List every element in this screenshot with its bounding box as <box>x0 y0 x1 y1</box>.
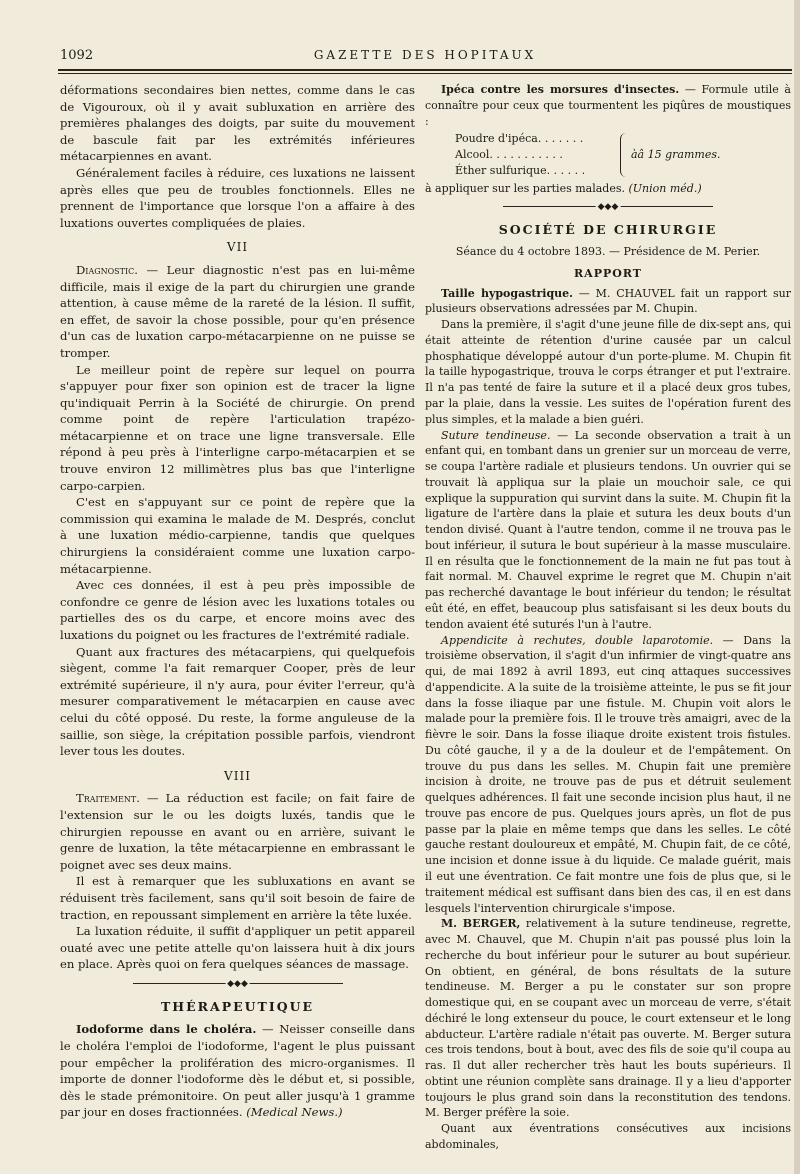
header-rule <box>58 69 792 71</box>
paragraph-text: relativement à la suture tendineuse, regrette, avec M. Chauvel, que M. Chupin n'ait pas poussé plus loin la recherche du bout inférieur pour le suturer au bout supérieur. On obtient, en général, de bons résultats de la suture tendineuse. M. Berger a pu le constater sur son propre domestique qui, en se coupant avec un morceau de verre, s'était déchiré le long extenseur du pouce, le court extenseur et le long abducteur. L'artère radiale n'était pas ouverte. M. Berger sutura ces trois tendons, bout à bout, avec des fils de soie qu'il coupa au ras. Il dut aller rechercher très haut les bouts supérieurs. Il obtint une réunion complète sans drainage. Il y a lieu d'apporter toujours le plus grand soin dans la reconstitution des tendons. M. Berger préfère la soie. <box>425 917 791 1120</box>
paragraph <box>60 1021 415 1121</box>
right-column <box>425 82 791 1153</box>
formula-quantity: àâ 15 grammes. <box>631 148 721 162</box>
paragraph: Avec ces données, il est à peu près impossible de confondre ce genre de lésion avec les luxations totales ou partielles des os du carpe, et encore moins avec des luxations du poignet ou les fractures de l'extrémité radiale. <box>60 578 415 642</box>
run-in-heading: Taille hypogastrique. <box>441 286 573 300</box>
formula-line: Alcool. . . . . . . . . . . <box>455 148 563 162</box>
paragraph: Quant aux fractures des métacarpiens, qui quelquefois siègent, comme l'a fait remarquer Cooper, près de leur extrémité supérieure, il n'y aura, pour éviter l'erreur, qu'à mesurer comparativement le métacarpien en cause avec celui du côté opposé. Du reste, la forme anguleuse de la saillie, son siège, la crépitation possible parfois, viendront lever tous les doutes. <box>60 644 415 759</box>
paragraph <box>425 82 791 129</box>
source-citation: (Medical News.) <box>246 1105 343 1120</box>
paragraph <box>60 262 415 362</box>
paragraph-text: — La réduction est facile; on fait faire de l'extension sur le ou les doigts luxés, tandis que le chirurgien repousse en avant ou en arrière, suivant le genre de luxation, la tête métacarpienne en embrassant le poignet avec ses deux mains. <box>60 791 415 872</box>
page-header <box>60 44 790 70</box>
paragraph: La luxation réduite, il suffit d'appliquer un petit appareil ouaté avec une petite attelle qu'on laissera huit à dix jours en place. Après quoi on fera quelques séances de massage. <box>60 924 415 972</box>
paragraph: Il est à remarquer que les subluxations en avant se réduisent très facilement, sans qu'il soit besoin de faire de traction, en repoussant simplement en arrière la tête luxée. <box>60 874 415 922</box>
session-line: Séance du 4 octobre 1893. — Présidence de M. Perier. <box>455 245 761 259</box>
section-heading: SOCIÉTÉ DE CHIRURGIE <box>498 222 718 238</box>
paragraph-text: — M. CHAUVEL fait un rapport sur plusieurs observations adressées par M. Chupin. <box>425 286 791 316</box>
run-in-heading: Diagnostic. <box>76 262 138 277</box>
paragraph-text: — Leur diagnostic n'est pas en lui-même difficile, mais il exige de la part du chirurgien une grande attention, à cause même de la rareté de la lésion. Il suffit, en effet, de savoir la chose possible, pour qu'en présence d'un cas de luxation carpo-métacarpienne on ne puisse se tromper. <box>60 262 415 360</box>
formula-line: Poudre d'ipéca. . . . . . . <box>455 132 584 146</box>
subheading: RAPPORT <box>574 266 642 280</box>
brace-icon <box>620 133 627 177</box>
paragraph: C'est en s'appuyant sur ce point de repère que la commission qui examina le malade de M. Després, conclut à une luxation médio-carpienne, tandis que quelques chirurgiens la considéraient comme une luxation carpo-métacarpienne. <box>60 495 415 576</box>
run-in-heading: Appendicite à rechutes, double laparotomie. <box>441 633 714 647</box>
paragraph <box>425 916 791 1121</box>
paragraph: déformations secondaires bien nettes, comme dans le cas de Vigouroux, où il y avait subluxation en arrière des premières phalanges des doigts, par suite du mouvement de bascule fait par les extrémités inférieures métacarpiennes en avant. <box>60 83 415 164</box>
paragraph <box>425 428 791 633</box>
run-in-heading: Iodoforme dans le choléra. <box>76 1022 257 1037</box>
page-edge <box>794 0 800 1174</box>
ornament-icon: ◆◆◆ <box>227 978 248 989</box>
paragraph-text: — Neisser conseille dans le choléra l'emploi de l'iodoforme, l'agent le plus puissant pour empêcher la prolifération des micro-organismes. Il importe de donner l'iodoforme dès le début et, si possible, dès le stade prémonitoire. On peut aller jusqu'à 1 gramme par jour en doses fractionnées. <box>60 1022 415 1120</box>
journal-title: GAZETTE DES HOPITAUX <box>313 48 537 62</box>
paragraph: Quant aux éventrations consécutives aux incisions abdominales, <box>425 1122 791 1151</box>
paragraph <box>425 181 791 197</box>
section-number: VIII <box>224 768 251 783</box>
paragraph-text: à appliquer sur les parties malades. <box>425 181 629 195</box>
ornament-separator <box>133 979 343 989</box>
formula-line: Éther sulfurique. . . . . . <box>455 163 586 177</box>
ornament-separator <box>503 202 713 212</box>
page-number: 1092 <box>60 48 94 63</box>
paragraph-text: — La seconde observation a trait à un enfant qui, en tombant dans un grenier sur un morceau de verre, se coupa l'artère radiale et plusieurs tendons. Un ouvrier qui se trouvait là appliqua sur la plaie un mouchoir sale, ce qui explique la suppuration qui survint dans la suite. M. Chupin fit la ligature de l'artère dans la plaie et sutura les deux bouts d'un tendon divisé. Quant à l'autre tendon, comme il ne trouva pas le bout inférieur, il sutura le bout supérieur à la masse musculaire. Il en résulta que le fonctionnement de la main ne fut pas tout à fait normal. M. Chauvel exprime le regret que M. Chupin n'ait pas recherché davantage le bout inférieur du tendon; le résultat eût été, en effet, beaucoup plus satisfaisant si les deux bouts du tendon avaient été suturés l'un à l'autre. <box>425 428 791 631</box>
section-heading: THÉRAPEUTIQUE <box>160 998 315 1014</box>
paragraph <box>425 286 791 318</box>
left-column <box>60 82 415 1121</box>
paragraph-text: — Dans la troisième observation, il s'agit d'un infirmier de vingt-quatre ans qui, de mai 1892 à avril 1893, eut cinq attaques successives d'appendicite. A la suite de la troisième atteinte, le pus se fit jour dans la fosse iliaque par une fistule. M. Chupin voit alors le malade pour la première fois. Il le trouve très amaigri, avec de la fièvre le soir. Dans la fosse iliaque droite existent trois fistules. Du côté gauche, il y a de la douleur et de l'empâtement. On trouve du pus dans les selles. M. Chupin fait une première incision à droite, ne trouve pas de pus et détruit seulement quelques adhérences. Il fait une seconde incision plus haut, il ne trouve pas encore de pus. Quelques jours après, un flot de pus passe par la plaie en même temps que dans les selles. Le côté gauche restant douloureux et empâté, M. Chupin fait, de ce côté, une incision et donne issue à du liquide. Ce malade guérit, mais il eut une éventration. Ce fait montre une fois de plus que, si le traitement médical est suffisant dans bien des cas, il en est dans lesquels l'intervention chirurgicale s'impose. <box>425 633 791 915</box>
paragraph <box>60 790 415 873</box>
paragraph-text: — Formule utile à connaître pour ceux que tourmentent les piqûres de moustiques : <box>425 83 791 128</box>
formula-block <box>455 131 791 178</box>
header-rule-thin <box>58 73 792 74</box>
source-citation: (Union méd.) <box>628 181 702 195</box>
paragraph: Dans la première, il s'agit d'une jeune fille de dix-sept ans, qui était atteinte de rétention d'urine causée par un calcul phosphatique développé autour d'un porte-plume. M. Chupin fit la taille hypogastrique, trouva le corps étranger et put l'extraire. Il n'a pas tenté de faire la suture et il a placé deux gros tubes, par la plaie, dans la vessie. Les suites de l'opération furent des plus simples, et la malade a bien guéri. <box>425 318 791 426</box>
paragraph: Le meilleur point de repère sur lequel on pourra s'appuyer pour fixer son opinion est de tracer la ligne qu'indiquait Perrin à la Société de chirurgie. On prend comme point de repère l'articulation trapézo-métacarpienne et on trace une ligne transversale. Elle répond à peu près à l'interligne carpo-métacarpien et se trouve environ 12 millimètres plus bas que l'interligne carpo-carpien. <box>60 362 415 493</box>
paragraph <box>425 633 791 917</box>
section-number: VII <box>226 240 249 255</box>
run-in-heading: Traitement. <box>76 791 140 806</box>
paragraph: Généralement faciles à réduire, ces luxations ne laissent après elles que peu de troubles fonctionnels. Elles ne prennent de l'importance que lorsque l'on a affaire à des luxations ouvertes compliquées de plaies. <box>60 165 415 230</box>
ornament-icon: ◆◆◆ <box>597 202 619 213</box>
run-in-heading: Suture tendineuse. <box>441 428 551 442</box>
run-in-heading: M. BERGER, <box>441 917 521 931</box>
run-in-heading: Ipéca contre les morsures d'insectes. <box>441 83 680 96</box>
